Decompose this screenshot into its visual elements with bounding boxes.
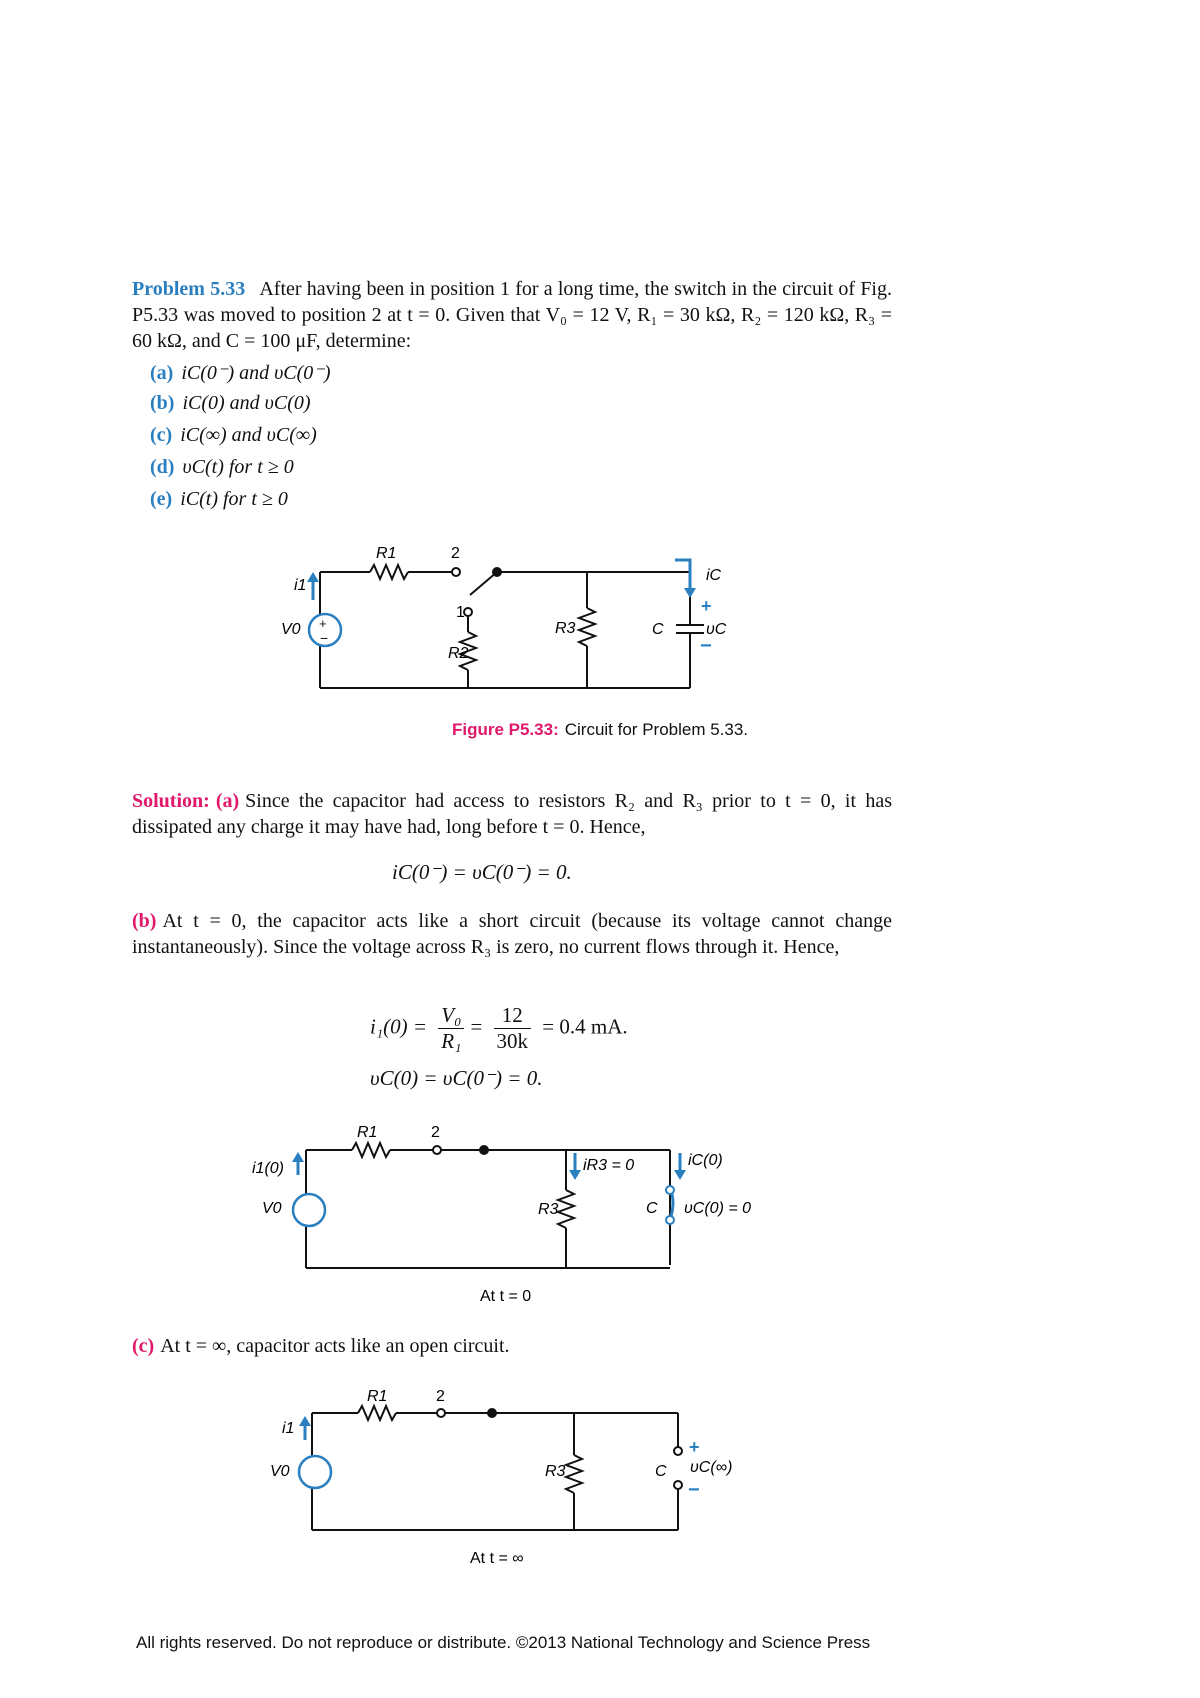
svg-text:−: − bbox=[320, 630, 329, 646]
part-b: (b) iC(0) and υC(0) bbox=[150, 392, 311, 414]
label-pos1: 1 bbox=[456, 604, 465, 621]
part-e: (e) iC(t) for t ≥ 0 bbox=[150, 488, 288, 510]
label-r2: R2 bbox=[448, 645, 469, 662]
equation-a: iC(0⁻) = υC(0⁻) = 0. bbox=[392, 860, 572, 884]
part-d: (d) υC(t) for t ≥ 0 bbox=[150, 456, 294, 478]
svg-text:υC(∞): υC(∞) bbox=[690, 1459, 733, 1476]
svg-text:At t = 0: At t = 0 bbox=[480, 1288, 532, 1305]
label-r3: R3 bbox=[555, 620, 576, 637]
label-c: C bbox=[652, 621, 664, 638]
part-c: (c) iC(∞) and υC(∞) bbox=[150, 424, 317, 446]
solution-a: Solution: (a) Since the capacitor had access to resistors R₂ and R₃ prior to t = 0, it has dissipated any charge it may have had, long before t = 0. Hence, bbox=[132, 790, 892, 838]
label-pos2: 2 bbox=[451, 545, 460, 562]
label-r1: R1 bbox=[376, 545, 397, 562]
svg-text:R1: R1 bbox=[357, 1124, 378, 1141]
solution-c: (c) At t = ∞, capacitor acts like an open circuit. bbox=[132, 1335, 510, 1357]
part-a: (a) iC(0⁻) and υC(0⁻) bbox=[150, 362, 331, 384]
svg-text:+: + bbox=[319, 616, 327, 631]
svg-text:−: − bbox=[700, 635, 712, 657]
svg-text:2: 2 bbox=[431, 1124, 440, 1141]
svg-text:i1: i1 bbox=[282, 1420, 295, 1437]
svg-text:iR3 = 0: iR3 = 0 bbox=[583, 1157, 635, 1174]
svg-text:R1: R1 bbox=[367, 1388, 388, 1405]
problem-text: After having been in position 1 for a long time, the switch in the circuit of Fig. P5.33 was moved to position 2 at t = 0. Given that V₀ = 12 V, R₁ = 30 kΩ, R₂ = 120 kΩ, R₃ = 60 kΩ, and C = 100 μF, determine: bbox=[132, 278, 892, 352]
svg-text:C: C bbox=[646, 1200, 658, 1217]
svg-text:At t = ∞: At t = ∞ bbox=[470, 1550, 524, 1567]
label-ic: iC bbox=[706, 567, 722, 584]
equation-b1: i₁(0) = $\frac{\text{V₀}}{\text{R₁}}$ = $\frac{12}{30k}$ = 0.4 mA. bbox=[370, 1003, 628, 1053]
svg-text:V0: V0 bbox=[262, 1200, 282, 1217]
svg-text:+: + bbox=[701, 596, 712, 616]
figure-caption: Figure P5.33: Circuit for Problem 5.33. bbox=[451, 720, 749, 739]
footer-copyright: All rights reserved. Do not reproduce or distribute. ©2013 National Technology and Science Press bbox=[136, 1633, 871, 1652]
svg-text:V0: V0 bbox=[270, 1463, 290, 1480]
problem-title: Problem 5.33 bbox=[132, 278, 246, 300]
svg-text:−: − bbox=[688, 1479, 700, 1501]
svg-text:2: 2 bbox=[436, 1388, 445, 1405]
svg-text:iC(0): iC(0) bbox=[688, 1152, 723, 1169]
solution-b: (b) At t = 0, the capacitor acts like a short circuit (because its voltage cannot change instantaneously). Since the voltage across R₃ is zero, no current flows through it. Hence, bbox=[132, 910, 892, 958]
label-v0: V0 bbox=[281, 621, 301, 638]
svg-text:υC(0) = 0: υC(0) = 0 bbox=[684, 1200, 752, 1217]
voltage-source-icon bbox=[299, 1456, 331, 1488]
svg-text:C: C bbox=[655, 1463, 667, 1480]
svg-text:i1(0): i1(0) bbox=[252, 1160, 285, 1177]
label-vc: υC bbox=[706, 621, 727, 638]
equation-b2: υC(0) = υC(0⁻) = 0. bbox=[370, 1066, 543, 1090]
svg-text:R3: R3 bbox=[545, 1463, 566, 1480]
svg-text:R3: R3 bbox=[538, 1201, 559, 1218]
svg-text:+: + bbox=[689, 1437, 700, 1457]
label-i1: i1 bbox=[294, 577, 307, 594]
